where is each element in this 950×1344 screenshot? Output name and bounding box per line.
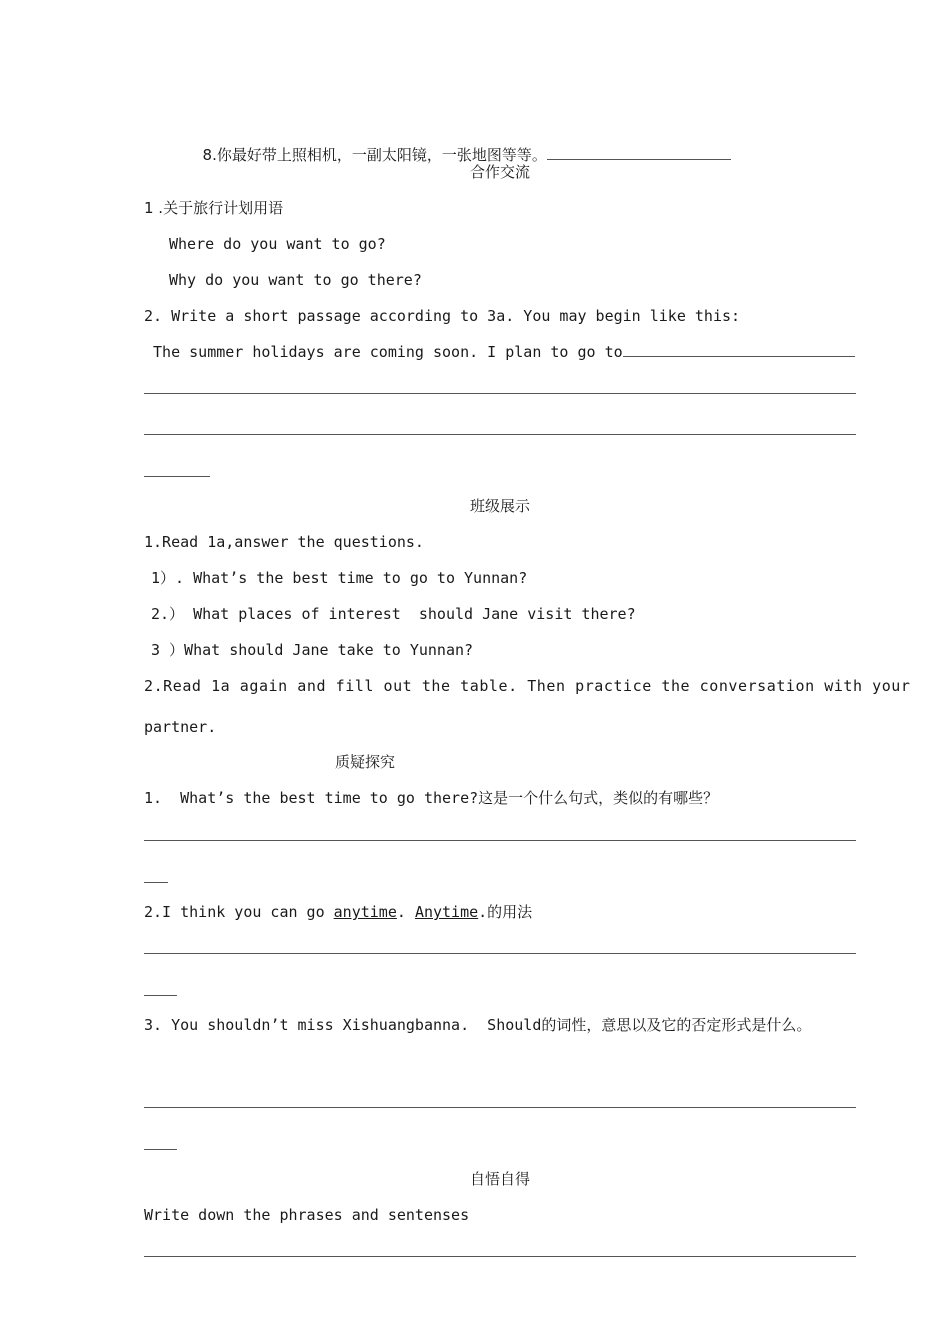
section-heading-inquiry: 质疑探究 bbox=[335, 753, 396, 771]
passage-start bbox=[144, 342, 855, 362]
class-show-subquestion-3: 3 ）What should Jane take to Yunnan? bbox=[151, 641, 474, 659]
section-heading-cooperate: 合作交流 bbox=[470, 163, 531, 181]
cooperate-phrase-why: Why do you want to go there? bbox=[169, 271, 422, 289]
class-show-subquestion-1: 1）. What’s the best time to go to Yunnan? bbox=[151, 569, 528, 587]
class-show-subquestion-2: 2.） What places of interest should Jane visit there? bbox=[151, 605, 636, 623]
answer-line[interactable] bbox=[144, 393, 856, 394]
answer-line[interactable] bbox=[144, 953, 856, 954]
cooperate-question-2: 2. Write a short passage according to 3a. You may begin like this: bbox=[144, 307, 741, 325]
class-show-question-2: 2.Read 1a again and fill out the table. Then practice the conversation with your bbox=[144, 677, 911, 695]
answer-line[interactable] bbox=[144, 840, 856, 841]
section-heading-class-show: 班级展示 bbox=[470, 497, 531, 515]
passage-start-text: The summer holidays are coming soon. I plan to go to bbox=[144, 343, 623, 361]
item-8-text: 8.你最好带上照相机，一副太阳镜，一张地图等等。 bbox=[202, 146, 547, 164]
q2-underlined-word-2: Anytime bbox=[414, 903, 479, 921]
class-show-question-1: 1.Read 1a,answer the questions. bbox=[144, 533, 424, 551]
inquiry-question-1: 1. What’s the best time to go there?这是一个什么句式，类似的有哪些？ bbox=[144, 789, 719, 807]
q2-suffix: .的用法 bbox=[478, 903, 533, 921]
q2-mid: . bbox=[396, 903, 415, 921]
cooperate-phrase-where: Where do you want to go? bbox=[169, 235, 386, 253]
answer-line-end[interactable] bbox=[144, 882, 168, 883]
answer-line[interactable] bbox=[144, 1107, 856, 1108]
cooperate-question-1: 1 .关于旅行计划用语 bbox=[144, 199, 284, 217]
answer-line[interactable] bbox=[144, 1256, 856, 1257]
q2-prefix: 2.I think you can go bbox=[144, 903, 334, 921]
answer-line[interactable] bbox=[144, 434, 856, 435]
section-heading-self-learn: 自悟自得 bbox=[470, 1170, 531, 1188]
answer-blank[interactable] bbox=[547, 145, 731, 160]
answer-line-end[interactable] bbox=[144, 995, 177, 996]
passage-blank[interactable] bbox=[623, 342, 855, 357]
q2-underlined-word: anytime bbox=[333, 903, 397, 921]
answer-line-end[interactable] bbox=[144, 1149, 177, 1150]
class-show-question-2-cont: partner. bbox=[144, 718, 217, 736]
inquiry-question-2 bbox=[144, 902, 532, 922]
item-8 bbox=[193, 125, 731, 165]
self-learn-prompt: Write down the phrases and sentenses bbox=[144, 1206, 470, 1224]
inquiry-question-3: 3. You shouldn’t miss Xishuangbanna. Should的词性，意思以及它的否定形式是什么。 bbox=[144, 1016, 812, 1034]
answer-line-end[interactable] bbox=[144, 476, 210, 477]
